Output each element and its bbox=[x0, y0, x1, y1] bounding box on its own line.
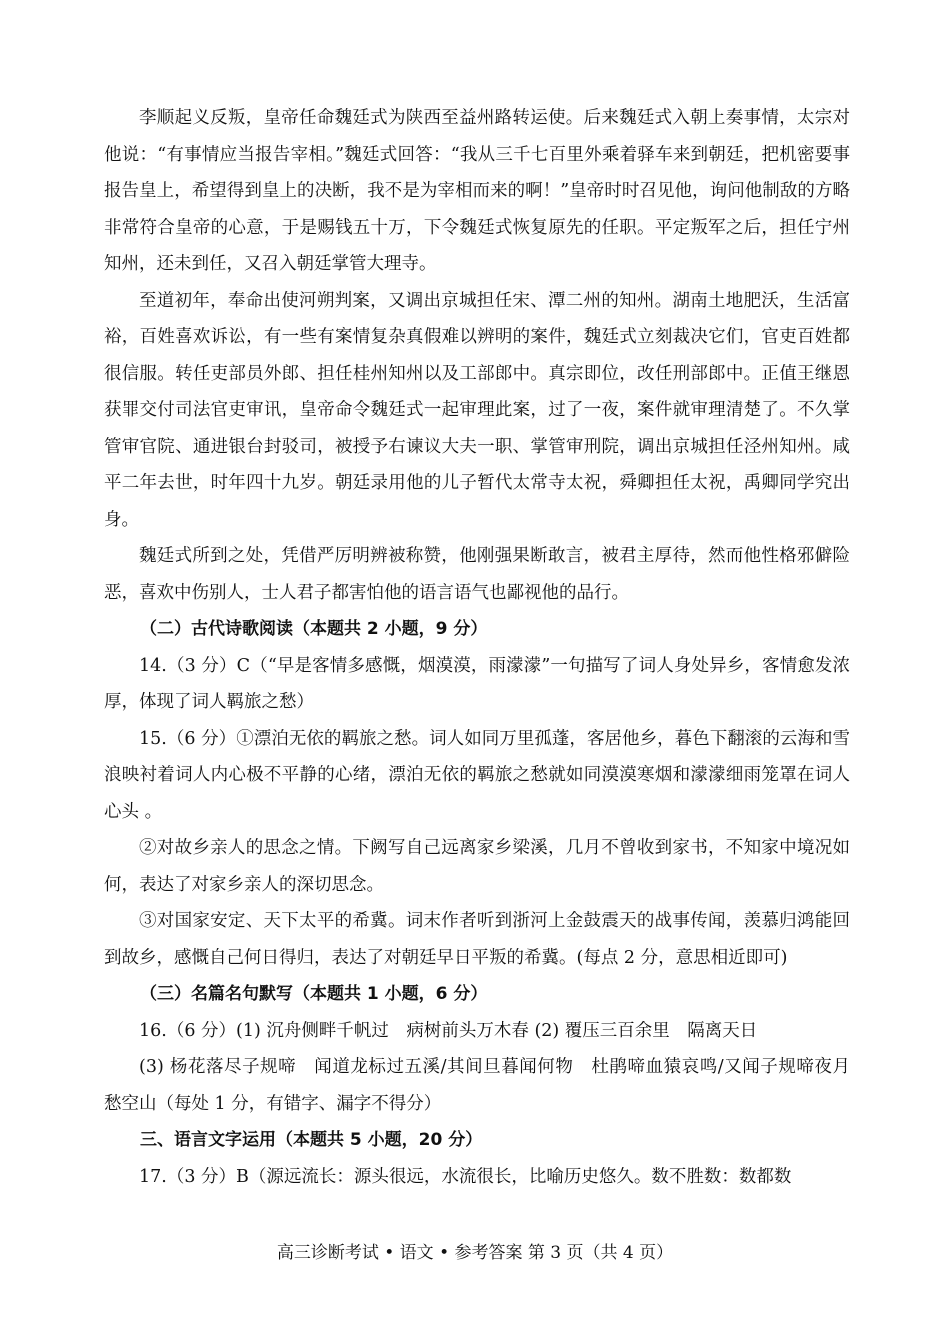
translation-paragraph-2: 至道初年，奉命出使河朔判案，又调出京城担任宋、潭二州的知州。湖南土地肥沃，生活富裕，百姓喜欢诉讼，有一些有案情复杂真假难以辨明的案件，魏廷式立刻裁决它们，官吏百姓都很信服。转任吏部员外郎、担任桂州知州以及工部郎中。真宗即位，改任刑部郎中。正值王继恩获罪交付司法官吏审讯，皇帝命令魏廷式一起审理此案，过了一夜，案件就审理清楚了。不久掌管审官院、通进银台封驳司，被授予右谏议大夫一职、掌管审刑院，调出京城担任泾州知州。咸平二年去世，时年四十九岁。朝廷录用他的儿子暂代太常寺太祝，舜卿担任太祝，禹卿同学究出身。 bbox=[104, 290, 850, 530]
answer-q16-part-1: 16.（6 分）(1) 沉舟侧畔千帆过 病树前头万木春 (2) 覆压三百余里 隔离天日 bbox=[139, 1020, 758, 1041]
answer-q15-point-3: ③对国家安定、天下太平的希冀。词末作者听到浙河上金鼓震天的战事传闻，羡慕归鸿能回到故乡，感慨自己何日得归，表达了对朝廷早日平叛的希冀。(每点 2 分，意思相近即可) bbox=[104, 911, 850, 968]
page-footer: 高三诊断考试 • 语文 • 参考答案 第 3 页（共 4 页） bbox=[276, 1243, 674, 1263]
answer-q17: 17.（3 分）B（源远流长：源头很远，水流很长，比喻历史悠久。数不胜数：数都数 bbox=[139, 1166, 792, 1187]
answer-q15-point-1: 15.（6 分）①漂泊无依的羁旅之愁。词人如同万里孤蓬，客居他乡，暮色下翻滚的云海和雪浪映衬着词人内心极不平静的心绪，漂泊无依的羁旅之愁就如同漠漠寒烟和濛濛细雨笼罩在词人心头 。 bbox=[104, 728, 850, 822]
section-heading-recitation: （三）名篇名句默写（本题共 1 小题，6 分） bbox=[140, 984, 488, 1004]
answer-q15-point-2: ②对故乡亲人的思念之情。下阙写自己远离家乡梁溪，几月不曾收到家书，不知家中境况如何，表达了对家乡亲人的深切思念。 bbox=[104, 838, 850, 895]
section-heading-poetry: （二）古代诗歌阅读（本题共 2 小题，9 分） bbox=[140, 619, 488, 639]
answer-page-body bbox=[104, 100, 868, 1195]
answer-q16-part-2: (3) 杨花落尽子规啼 闻道龙标过五溪/其间旦暮闻何物 杜鹃啼血猿哀鸣/又闻子规啼夜月 愁空山（每处 1 分，有错字、漏字不得分） bbox=[104, 1057, 868, 1114]
translation-paragraph-1: 李顺起义反叛，皇帝任命魏廷式为陕西至益州路转运使。后来魏廷式入朝上奏事情，太宗对他说：“有事情应当报告宰相。”魏廷式回答：“我从三千七百里外乘着驿车来到朝廷，把机密要事报告皇上，希望得到皇上的决断，我不是为宰相而来的啊！”皇帝时时召见他，询问他制敌的方略非常符合皇帝的心意，于是赐钱五十万，下令魏廷式恢复原先的任职。平定叛军之后，担任宁州知州，还未到任，又召入朝廷掌管大理寺。 bbox=[104, 108, 850, 274]
section-heading-language-use: 三、语言文字运用（本题共 5 小题，20 分） bbox=[140, 1130, 483, 1150]
answer-q14: 14.（3 分）C（“早是客情多感慨，烟漠漠，雨濛濛”一句描写了词人身处异乡，客情愈发浓厚，体现了词人羁旅之愁） bbox=[104, 655, 850, 712]
translation-paragraph-3: 魏廷式所到之处，凭借严厉明辨被称赞，他刚强果断敢言，被君主厚待，然而他性格邪僻险恶，喜欢中伤别人，士人君子都害怕他的语言语气也鄙视他的品行。 bbox=[104, 546, 850, 603]
